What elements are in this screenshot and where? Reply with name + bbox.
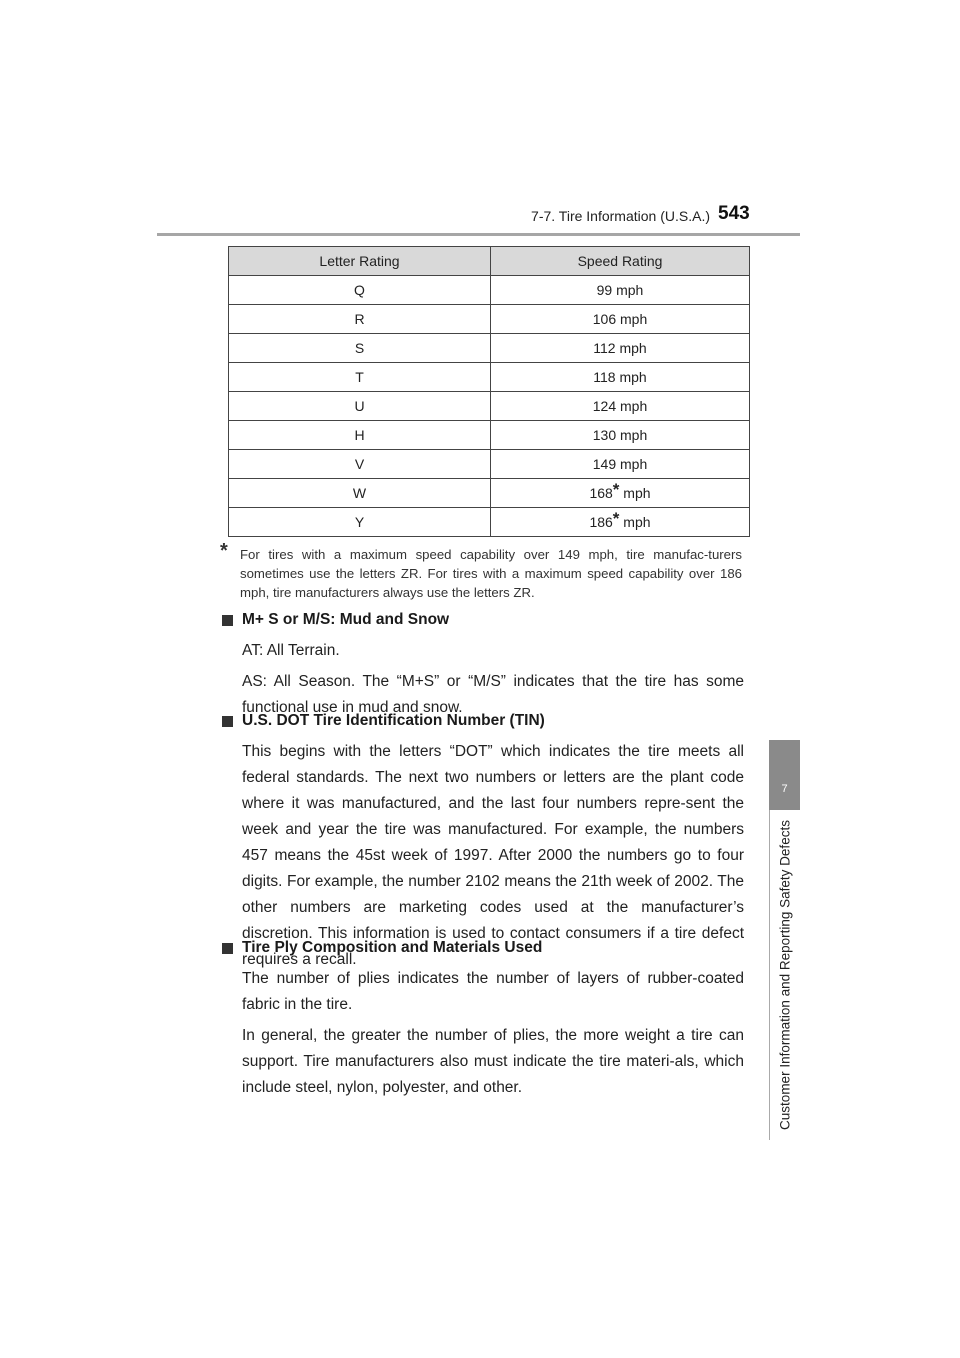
chapter-tab <box>769 740 800 810</box>
section-heading <box>222 935 744 961</box>
speed-value: 168 <box>589 485 613 501</box>
footnote-marker: * <box>612 509 620 528</box>
section-heading <box>222 607 744 633</box>
bullet-square-icon <box>222 615 233 626</box>
section-heading <box>222 708 744 734</box>
section-mud-snow <box>222 607 744 721</box>
letter-cell: T <box>229 363 491 392</box>
section-heading-text: U.S. DOT Tire Identification Number (TIN) <box>242 712 545 729</box>
table-row <box>229 276 750 305</box>
speed-cell: 106 mph <box>491 305 750 334</box>
paragraph: In general, the greater the number of plies, the more weight a tire can support. Tire manufacturers also must indicate the tire materi-als, which include steel, nylon, polyester, and other. <box>242 1027 744 1096</box>
table-row <box>229 334 750 363</box>
table-row <box>229 450 750 479</box>
paragraph: The number of plies indicates the number of layers of rubber-coated fabric in the tire. <box>242 970 744 1013</box>
bullet-square-icon <box>222 943 233 954</box>
letter-cell: U <box>229 392 491 421</box>
chapter-label: Customer Information and Reporting Safety Defects <box>777 820 793 1130</box>
letter-cell: Q <box>229 276 491 305</box>
footnote-text: For tires with a maximum speed capability over 149 mph, tire manufac-turers sometimes use the letters ZR. For tires with a maximum speed capability over 186 mph, tire manufacturers always use the letters ZR. <box>240 547 742 600</box>
speed-value: 186 <box>589 514 613 530</box>
paragraph: This begins with the letters “DOT” which indicates the tire meets all federal standards. The next two numbers or letters are the plant code where it was manufactured, and the last four numbers repre-sent the week and year the tire was manufactured. For example, the numbers 457 means the 45st week of 1997. After 2000 the numbers go to four digits. For example, the number 2102 means the 21th week of 2002. The other numbers are marketing codes used at the manufacturer’s discretion. This information is used to contact consumers if a tire defect requires a recall. <box>242 743 744 968</box>
speed-cell: 124 mph <box>491 392 750 421</box>
letter-cell: R <box>229 305 491 334</box>
header-rule <box>157 233 800 236</box>
footnote-marker: * <box>612 480 620 499</box>
speed-cell: 149 mph <box>491 450 750 479</box>
table-footnote <box>220 540 742 602</box>
letter-cell: Y <box>229 508 491 537</box>
paragraph: AS: All Season. The “M+S” or “M/S” indicates that the tire has some functional use in mud and snow. <box>242 673 744 716</box>
bullet-square-icon <box>222 716 233 727</box>
speed-cell <box>491 508 750 537</box>
speed-cell: 112 mph <box>491 334 750 363</box>
letter-cell: S <box>229 334 491 363</box>
letter-cell: V <box>229 450 491 479</box>
speed-unit: mph <box>619 514 651 530</box>
table-row <box>229 479 750 508</box>
table-row <box>229 508 750 537</box>
section-heading-text: Tire Ply Composition and Materials Used <box>242 939 543 956</box>
speed-unit: mph <box>619 485 651 501</box>
table-row <box>229 392 750 421</box>
column-header-speed: Speed Rating <box>491 247 750 276</box>
speed-cell: 130 mph <box>491 421 750 450</box>
speed-cell <box>491 479 750 508</box>
speed-cell: 118 mph <box>491 363 750 392</box>
footnote-star: * <box>220 540 228 562</box>
speed-rating-table <box>228 246 750 537</box>
table-row <box>229 363 750 392</box>
paragraph: AT: All Terrain. <box>242 642 340 659</box>
table-row <box>229 305 750 334</box>
table-row <box>229 421 750 450</box>
letter-cell: W <box>229 479 491 508</box>
speed-cell: 99 mph <box>491 276 750 305</box>
section-heading-text: M+ S or M/S: Mud and Snow <box>242 611 450 628</box>
chapter-number: 7 <box>781 783 788 795</box>
letter-cell: H <box>229 421 491 450</box>
section-tin <box>222 708 744 973</box>
page-number: 543 <box>718 203 750 224</box>
chapter-label-box <box>769 810 800 1140</box>
section-ply-composition <box>222 935 744 1101</box>
column-header-letter: Letter Rating <box>229 247 491 276</box>
section-title: 7-7. Tire Information (U.S.A.) <box>531 208 710 224</box>
table-header-row <box>229 247 750 276</box>
